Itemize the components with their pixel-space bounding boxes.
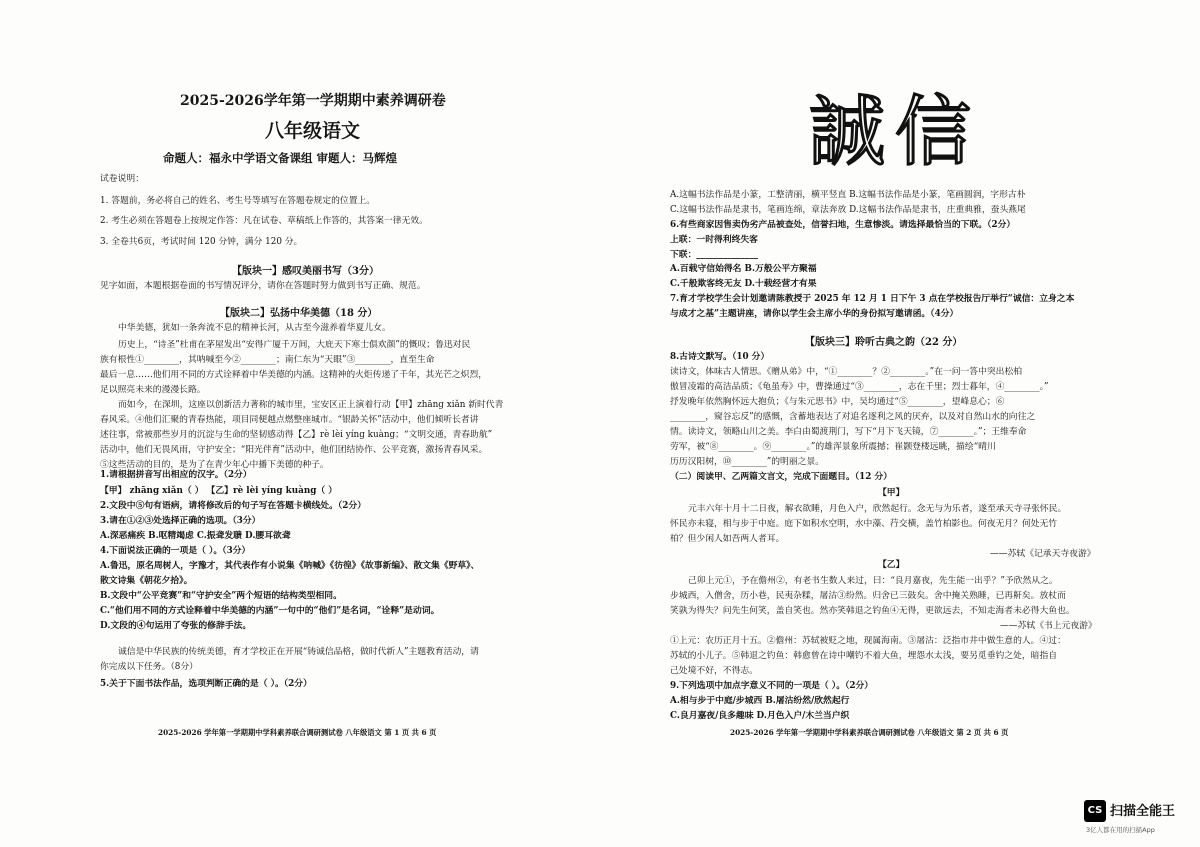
exam-authors: 命题人：福永中学语文备课组 审题人：马辉煌 bbox=[163, 151, 398, 165]
question-1: 1.请根据拼音写出相应的汉字。（2分） bbox=[100, 470, 252, 480]
passage-line: ⑤这些活动的目的，是为了在青少年心中播下美德的种子。 bbox=[100, 460, 329, 470]
reading-instruction: （二）阅读甲、乙两篇文言文，完成下面题目。（12 分） bbox=[670, 472, 893, 482]
question-4-option-a-cont: 散文诗集《朝花夕拾》。 bbox=[100, 576, 193, 586]
calligraphy-artwork bbox=[805, 80, 985, 180]
passage-jia-line: 柏？但少闲人如吾两人者耳。 bbox=[670, 534, 785, 544]
question-7: 7.育才学校学生会计划邀请陈教授于 2025 年 12 月 1 日下午 3 点在学校报告厅举行“诚信：立身之本 bbox=[670, 294, 1075, 304]
question-9: 9.下列选项中加点字意义不同的一项是（ ）。（2分） bbox=[670, 681, 874, 691]
question-3: 3.请在①②③处选择正确的选项。（3分） bbox=[100, 516, 261, 526]
question-5: 5.关于下面书法作品，选项判断正确的是（ ）。（2分） bbox=[100, 679, 312, 689]
poetry-line: ________，窥谷忘反”的感慨，含蓄地表达了对追名逐利之风的厌弃，以及对自然山水的向往之 bbox=[670, 412, 1036, 422]
passage-line: 历史上，“诗圣”杜甫在茅屋发出“安得广厦千万间，大庇天下寒士俱欢颜”的慨叹；鲁迅对民 bbox=[118, 340, 471, 350]
question-1-pinyin: 【甲】 zhāng xiǎn（ ） 【乙】rè lèi yíng kuàng（ ） bbox=[100, 486, 338, 496]
section-3-title: 【版块三】聆听古典之韵（22 分） bbox=[805, 337, 963, 348]
poetry-line: 抒发晚年依然胸怀远大抱负；《与朱元思书》中，吴均通过“⑤________，望峰息心；⑥ bbox=[670, 397, 1005, 407]
camscanner-name: 扫描全能王 bbox=[1110, 804, 1176, 819]
question-8: 8.古诗文默写。（10 分） bbox=[670, 352, 770, 362]
passage-yi-source: ——苏轼《书上元夜游》 bbox=[1000, 621, 1097, 631]
passage-jia-line: 怀民亦未寝，相与步于中庭。庭下如积水空明，水中藻、荇交横，盖竹柏影也。何夜无月？何处无竹 bbox=[670, 519, 1058, 529]
passage-yi-line: 步城西，入僧舍，历小巷，民夷杂糅，屠沽③纷然。归舍已三鼓矣。舍中掩关熟睡，已再鼾矣。放杖而 bbox=[670, 591, 1066, 601]
passage-line: 春风采。④他们汇聚的青春热能，项目同便越点燃整座城市。“银龄关怀”活动中，他们倾听长者讲 bbox=[100, 415, 479, 425]
passage-line: 最后一息……他们用不同的方式诠释着中华美德的内涵。这精神的火炬传递了千年，其光芒之炽烈， bbox=[100, 370, 488, 380]
question-7-cont: 与成才之基”主题讲座，请你以学生会主席小华的身份拟写邀请函。（4分） bbox=[670, 309, 959, 319]
q6-options-ab: A.百载守信始得名 B.万般公平方聚福 bbox=[670, 264, 817, 274]
question-3-options: A.深恶痛疾 B.呕精竭虑 C.振聋发聩 D.腰耳欲聋 bbox=[100, 531, 291, 541]
section-2-title: 【版块二】弘扬中华美德（18 分） bbox=[220, 308, 378, 319]
passage-yi-line: 笑孰为得失？问先生何笑，盖自笑也。然亦笑韩退之钓鱼④无得，更欲远去，不知走海者未必得大鱼也。 bbox=[670, 606, 1075, 616]
q5-options-cd: C.这幅书法作品是隶书，笔画连绵，章法奔放 D.这幅书法作品是隶书，庄重典雅，蚕头燕尾 bbox=[670, 205, 1026, 215]
instruction-1: 1. 答题前，务必将自己的姓名、考生号等填写在答题卷规定的位置上。 bbox=[100, 196, 376, 206]
passage-line: 足以照亮未来的漫漫长路。 bbox=[100, 385, 206, 395]
exam-subject: 八年级语文 bbox=[265, 120, 361, 142]
q5-options-ab: A.这幅书法作品是小篆，工整清丽，横平竖直 B.这幅书法作品是小篆，笔画圆润，字形古朴 bbox=[670, 190, 1026, 200]
passage-line: 述往事，常被那些岁月的沉淀与生命的坚韧感动得【乙】rè lèi yíng kuàng；“文明交通，青春助航” bbox=[100, 430, 493, 440]
question-4-option-c: C.“他们用不同的方式诠释着中华美德的内涵”一句中的“他们”是名词，“诠释”是动词。 bbox=[100, 606, 440, 616]
poetry-line: 劳军，被“⑧________。⑨________。”的雄浑景象所震撼；崔颢登楼远眺，描绘“晴川 bbox=[670, 442, 996, 452]
couplet-lower: 下联：______________ bbox=[670, 250, 758, 260]
passage-yi-title: 【乙】 bbox=[878, 560, 905, 570]
question-4-option-b: B.文段中“公平竞赛”和“守护安全”两个短语的结构类型相同。 bbox=[100, 591, 342, 601]
camscanner-logo-icon: CS bbox=[1084, 800, 1106, 822]
q6-options-cd: C.千般欺客终无友 D.十载经营才有果 bbox=[670, 279, 817, 289]
poetry-line: 傲冒凌霜的高洁品质；《龟虽寿》中，曹操通过“③________，志在千里；烈士暮年，④________。” bbox=[670, 382, 1049, 392]
annotation-line: 苏轼的小儿子。⑤韩退之钓鱼：韩愈曾在诗中嘲钓不着大鱼，埋怨水太浅，要另觅垂钓之处，暗指自 bbox=[670, 651, 1058, 661]
question-9-options-ab: A.相与步于中庭/步城西 B.屠沽纷然/欣然起行 bbox=[670, 696, 850, 706]
poetry-line: 读诗文，体味古人情思。《赠从弟》中，“①________？②________。”在一问一答中突出松柏 bbox=[670, 367, 1023, 377]
page-footer: 2025-2026 学年第一学期期中学科素养联合调研测试卷 八年级语文 第 2 页 共 6 页 bbox=[730, 728, 1009, 737]
passage-jia-source: ——苏轼《记承天寺夜游》 bbox=[990, 549, 1096, 559]
passage-line: 族有根性①________，其呐喊至今②________；南仁东为“天眼”③________，直至生命 bbox=[100, 355, 435, 365]
poetry-line: 历历汉阳树，⑩________”的明丽之景。 bbox=[670, 457, 825, 467]
question-6: 6.有些商家因售卖伪劣产品被查处，信誉扫地，生意惨淡。请选择最恰当的下联。（2分） bbox=[670, 220, 1016, 230]
section-1-text: 见字如面，本题根据卷面的书写情况评分，请你在答题时努力做到书写正确、规范。 bbox=[100, 281, 426, 291]
question-4-option-d: D.文段的④句运用了夸张的修辞手法。 bbox=[100, 621, 252, 631]
question-4-option-a: A.鲁迅，原名周树人，字豫才，其代表作有小说集《呐喊》《彷徨》《故事新编》、散文集《野草》、 bbox=[100, 561, 480, 571]
camscanner-tagline: 3亿人都在用的扫描App bbox=[1086, 826, 1155, 834]
activity-intro-cont: 你完成以下任务。（8分） bbox=[100, 662, 198, 672]
annotation-line: 己处境不好，不得志。 bbox=[670, 666, 758, 676]
page-footer: 2025-2026 学年第一学期期中学科素养联合调研测试卷 八年级语文 第 1 页 共 6 页 bbox=[158, 728, 437, 737]
instruction-3: 3. 全卷共6页，考试时间 120 分钟，满分 120 分。 bbox=[100, 237, 303, 247]
exam-page-2 bbox=[600, 0, 1200, 847]
passage-line: 中华美德，犹如一条奔流不息的精神长河，从古至今滋养着华夏儿女。 bbox=[118, 323, 391, 333]
passage-line: 而如今，在深圳，这座以创新活力著称的城市里，宝安区正上演着行动【甲】zhāng xiǎn 新时代青 bbox=[118, 400, 504, 410]
passage-jia-title: 【甲】 bbox=[878, 488, 905, 498]
poetry-line: 情。读诗文，领略山川之美。李白由蜀渡荆门，写下“月下飞天镜，⑦________。”；王维奉命 bbox=[670, 427, 1027, 437]
question-9-options-cd: C.良月嘉夜/良多趣味 D.月色入户/木兰当户织 bbox=[670, 711, 850, 721]
couplet-upper: 上联：一时得利终失客 bbox=[670, 235, 758, 245]
passage-jia-line: 元丰六年十月十二日夜，解衣欲睡，月色入户，欣然起行。念无与为乐者，遂至承天寺寻张怀民。 bbox=[688, 504, 1067, 514]
instructions-heading: 试卷说明： bbox=[100, 174, 144, 184]
calligraphy-characters: 誠信 bbox=[809, 87, 981, 176]
passage-yi-line: 己卯上元①，予在儋州②，有老书生数人来过，曰：“良月嘉夜，先生能一出乎？”予欣然从之。 bbox=[688, 576, 1058, 586]
passage-line: 活动中，他们无畏风雨，守护安全；“阳光伴育”活动中，他们团结协作、公平竞赛，激扬青春风采。 bbox=[100, 445, 488, 455]
instruction-2: 2. 考生必须在答题卷上按规定作答：凡在试卷、草稿纸上作答的，其答案一律无效。 bbox=[100, 216, 428, 226]
activity-intro: 诚信是中华民族的传统美德，育才学校正在开展“铸诚信品格，做时代新人”主题教育活动，请 bbox=[118, 647, 479, 657]
section-1-title: 【版块一】感叹美丽书写（3分） bbox=[232, 266, 379, 277]
exam-title: 2025-2026学年第一学期期中素养调研卷 bbox=[180, 93, 446, 109]
question-2: 2.文段中⑤句有语病，请将修改后的句子写在答题卡横线处。（2分） bbox=[100, 501, 367, 511]
question-4: 4.下面说法正确的一项是（ ）。（3分） bbox=[100, 546, 251, 556]
annotation-line: ①上元：农历正月十五。②儋州：苏轼被贬之地，现属海南。③屠沽：泛指市井中做生意的人。④过： bbox=[670, 636, 1066, 646]
